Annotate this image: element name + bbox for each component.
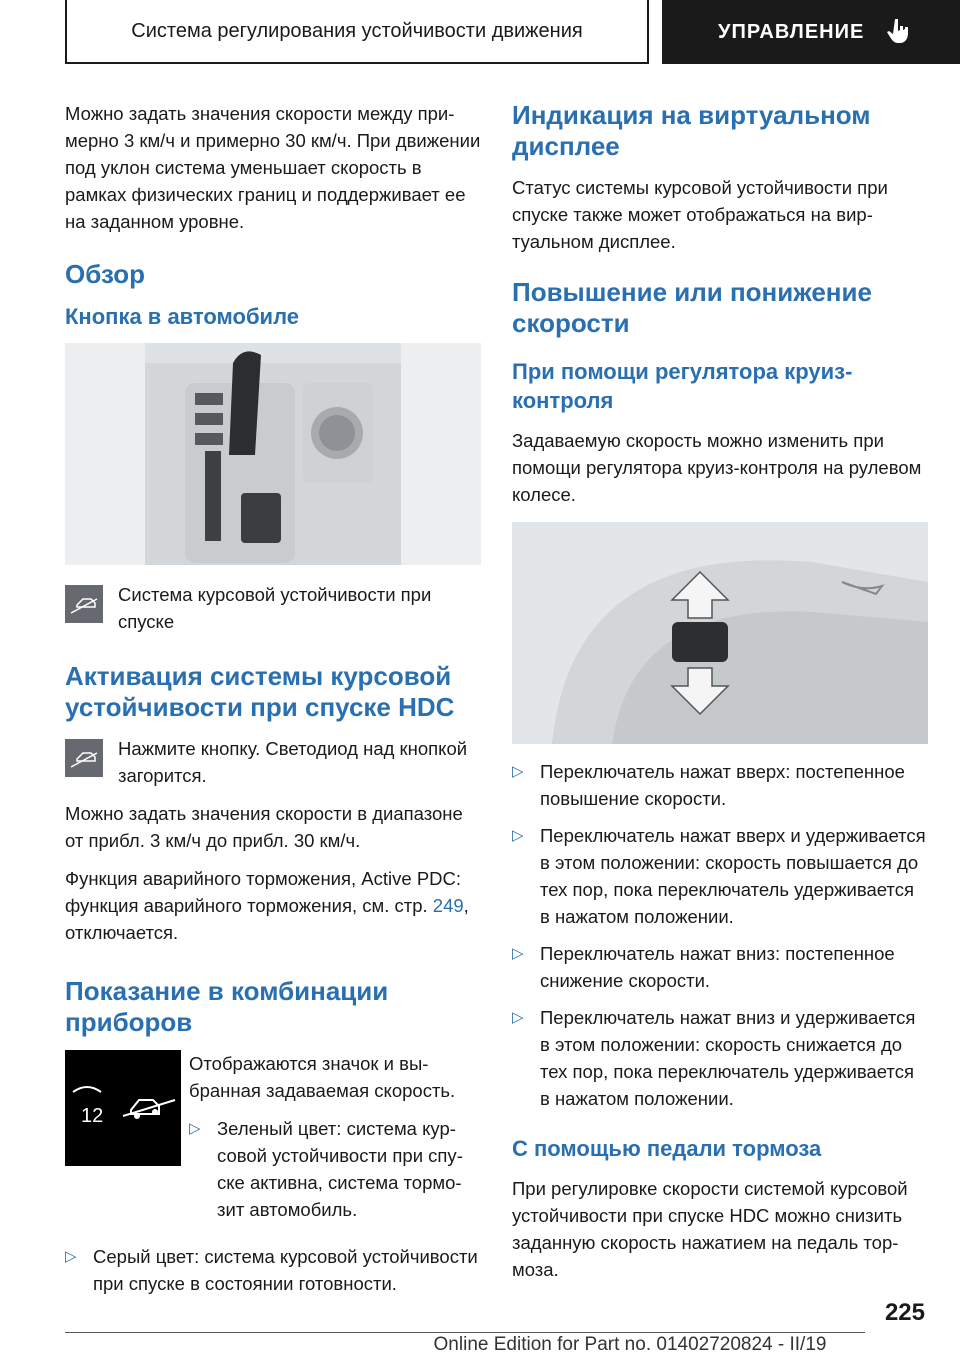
bullet-triangle-icon: ▷	[512, 827, 524, 844]
intro-paragraph: Можно задать значения скорости между примерно 3 км/ч и примерно 30 км/ч. При движении под уклон система уменьшает скорость в рамках физических границ и поддерживает ее на заданном уровне.	[65, 103, 481, 232]
cluster-row	[65, 1050, 481, 1233]
bullet-triangle-icon: ▷	[512, 945, 524, 962]
chapter-title: УПРАВЛЕНИЕ	[718, 20, 865, 43]
bullet-triangle-icon: ▷	[189, 1120, 201, 1137]
hill-descent-icon	[65, 739, 103, 777]
section-title: Система регулирования устойчивости движения	[131, 19, 583, 42]
cluster-speed-value: 12	[81, 1105, 104, 1127]
steering-wheel-photo	[512, 522, 928, 744]
steering-wheel-illustration	[512, 522, 928, 744]
instrument-cluster-image	[65, 1050, 181, 1166]
footer-edition: Online Edition for Part no. 01402720824 - II/19	[433, 1334, 827, 1355]
cruise-bullet-1: ▷ Переключатель нажат вверх: постепенное повышение скорости.	[512, 758, 928, 812]
cruise-bullet-3: ▷ Переключатель нажат вниз: постепенное снижение скорости.	[512, 940, 928, 994]
page-number: 225	[884, 1299, 925, 1326]
activation-range-text: Можно задать значения скорости в диапазоне от прибл. 3 км/ч до прибл. 30 км/ч.	[65, 803, 463, 851]
caption-button-row	[65, 581, 481, 635]
heading-activation: Активация системы курсовой устойчивости при спуске HDC	[65, 661, 455, 722]
cruise-bullet-2: ▷ Переключатель нажат вверх и удерживается в этом положении: скорость повышается до тех пор, пока переключатель удерживается в нажатом положении.	[512, 822, 928, 930]
hand-pointer-icon	[886, 17, 912, 47]
pdc-text: Функция аварийного торможения, Active PDC: функция аварийного торможения, см. стр. 249, отключается.	[65, 868, 469, 943]
activation-step-row	[65, 735, 481, 789]
heading-button-in-car: Кнопка в автомобиле	[65, 304, 299, 329]
bullet-green: ▷ Зеленый цвет: система курсовой устойчивости при спуске активна, система тормозит автомобиль.	[189, 1115, 481, 1223]
bullet-triangle-icon: ▷	[65, 1248, 77, 1265]
left-column	[65, 100, 481, 1307]
activation-step-text: Нажмите кнопку. Светодиод над кнопкой загорится.	[118, 738, 468, 786]
right-column	[512, 100, 928, 1294]
cruise-control-text: Задаваемую скорость можно изменить при помощи регулятора круиз-контроля на рулевом колесе.	[512, 430, 922, 505]
cruise-bullet-4: ▷ Переключатель нажат вниз и удерживается в этом положении: скорость снижается до тех пор, пока переключатель удерживается в нажатом положении.	[512, 1004, 928, 1112]
footer-divider	[65, 1332, 865, 1333]
heading-virtual-display: Индикация на виртуальном дисплее	[512, 100, 871, 161]
heading-speed-change: Повышение или понижение скорости	[512, 277, 872, 338]
heading-cluster: Показание в комбинации приборов	[65, 976, 389, 1037]
bullet-triangle-icon: ▷	[512, 763, 524, 780]
cluster-description	[189, 1050, 481, 1233]
cluster-text: Отображаются значок и выбранная задаваемая скорость.	[189, 1053, 456, 1101]
center-console-photo	[65, 343, 481, 565]
page-link-249[interactable]: 249	[432, 895, 464, 916]
hill-descent-icon	[65, 585, 103, 623]
center-console-illustration	[65, 343, 481, 565]
header-section-title	[65, 0, 649, 64]
header-chapter-tab[interactable]	[662, 0, 960, 64]
virtual-display-text: Статус системы курсовой устойчивости при спуске также может отображаться на виртуальном дисплее.	[512, 177, 888, 252]
heading-brake-pedal: С помощью педали тормоза	[512, 1136, 822, 1161]
caption-button-text: Система курсовой устойчивости при спуске	[118, 584, 432, 632]
bullet-grey: ▷ Серый цвет: система курсовой устойчивости при спуске в состоянии готовности.	[65, 1243, 481, 1297]
heading-cruise-control: При помощи регулятора круиз-контроля	[512, 359, 853, 413]
brake-pedal-text: При регулировке скорости системой курсовой устойчивости при спуске HDC можно снизить заданную скорость нажатием на педаль тормоза.	[512, 1178, 908, 1280]
bullet-triangle-icon: ▷	[512, 1009, 524, 1026]
heading-overview: Обзор	[65, 259, 145, 289]
cluster-speed-icon	[65, 1050, 181, 1166]
